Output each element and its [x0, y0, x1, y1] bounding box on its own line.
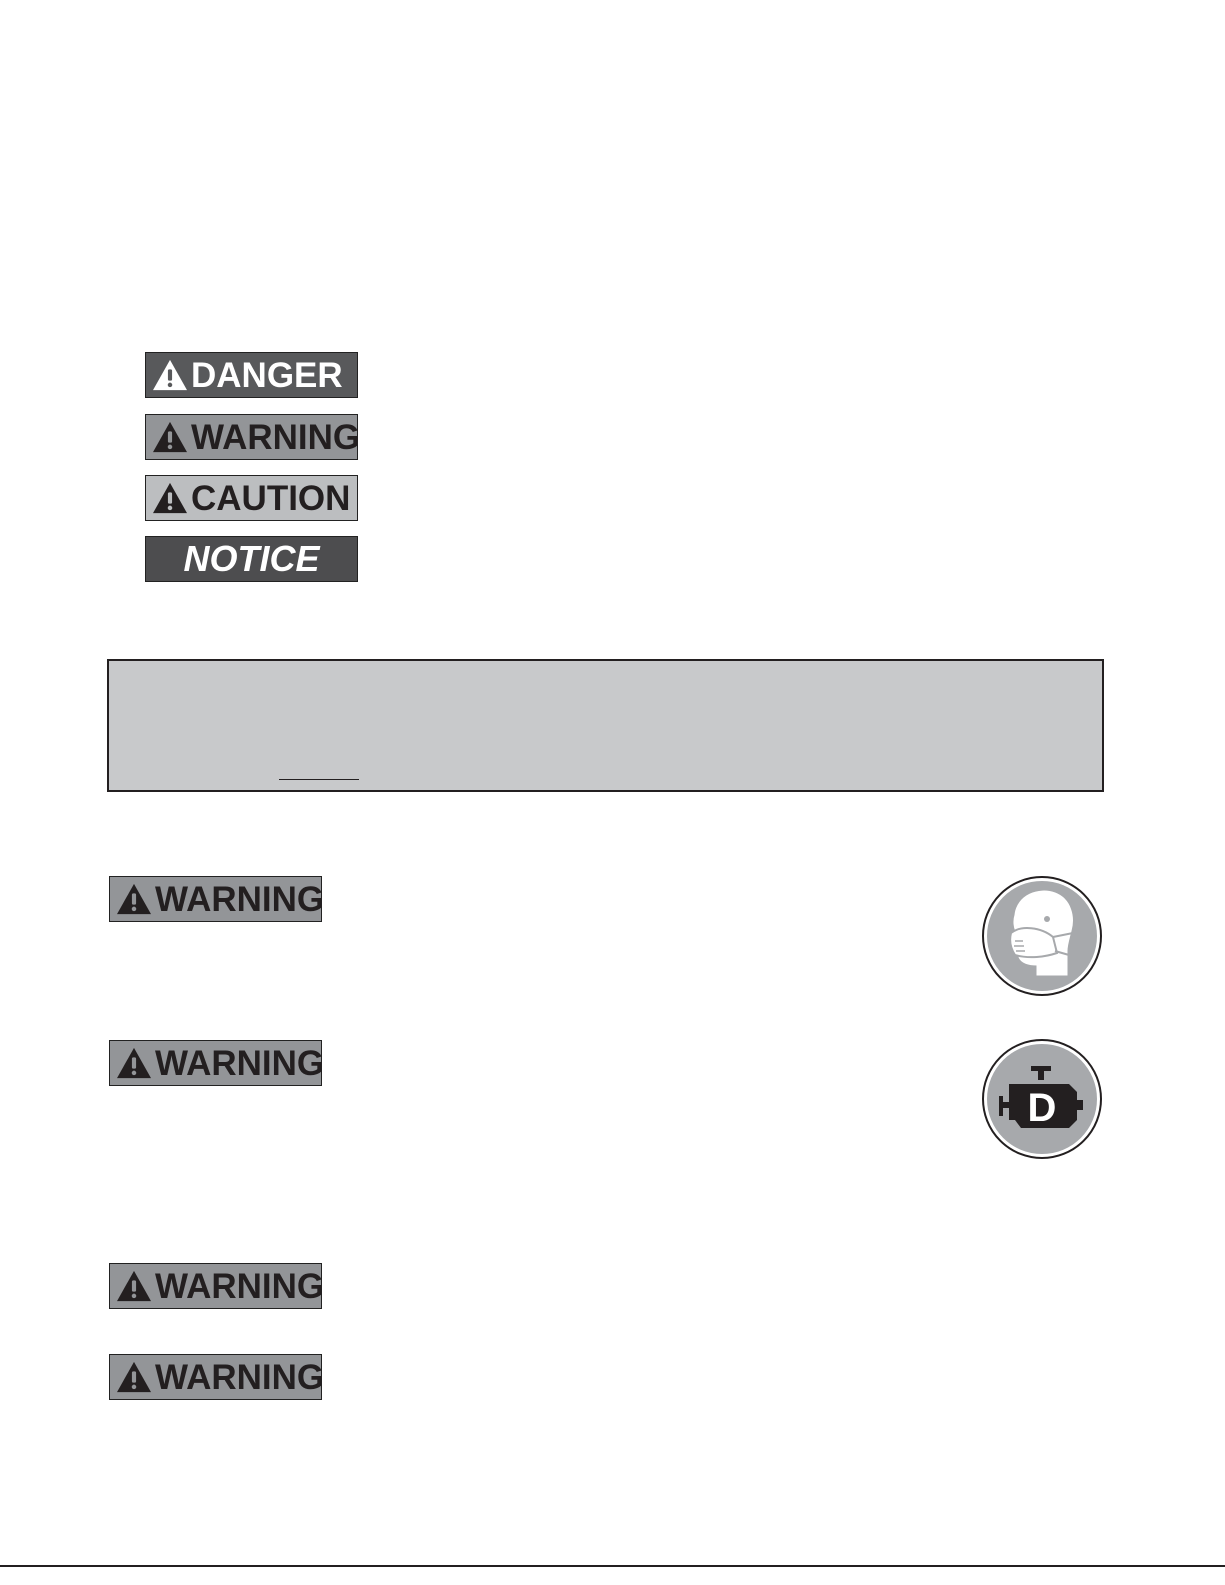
warning-label: WARNING: [155, 1266, 325, 1306]
caution-signal-word: [145, 475, 358, 521]
notice-signal-word: [145, 536, 358, 582]
alert-triangle-icon: [151, 358, 189, 392]
notice-label: NOTICE: [183, 538, 320, 579]
warning-signal-word-1: [109, 876, 325, 922]
alert-triangle-icon: [115, 882, 153, 916]
alert-triangle-icon: [151, 481, 189, 515]
diesel-engine-icon: [981, 1038, 1103, 1160]
underline-mark: [279, 779, 359, 780]
danger-label: DANGER: [191, 355, 343, 395]
alert-triangle-icon: [115, 1360, 153, 1394]
diesel-letter: D: [1027, 1086, 1057, 1130]
warning-signal-word: [145, 414, 361, 460]
alert-triangle-icon: [151, 420, 189, 454]
warning-signal-word-3: [109, 1263, 325, 1309]
warning-label: WARNING: [155, 1043, 325, 1083]
warning-label: WARNING: [155, 879, 325, 919]
alert-triangle-icon: [115, 1046, 153, 1080]
warning-label: WARNING: [155, 1357, 325, 1397]
warning-signal-word-2: [109, 1040, 325, 1086]
warning-signal-word-4: [109, 1354, 325, 1400]
caution-label: CAUTION: [191, 478, 351, 518]
respirator-mask-icon: [981, 875, 1103, 997]
alert-triangle-icon: [115, 1269, 153, 1303]
warning-label: WARNING: [191, 417, 361, 457]
info-box: [107, 659, 1104, 792]
footer-rule: [0, 1565, 1225, 1567]
danger-signal-word: [145, 352, 358, 398]
